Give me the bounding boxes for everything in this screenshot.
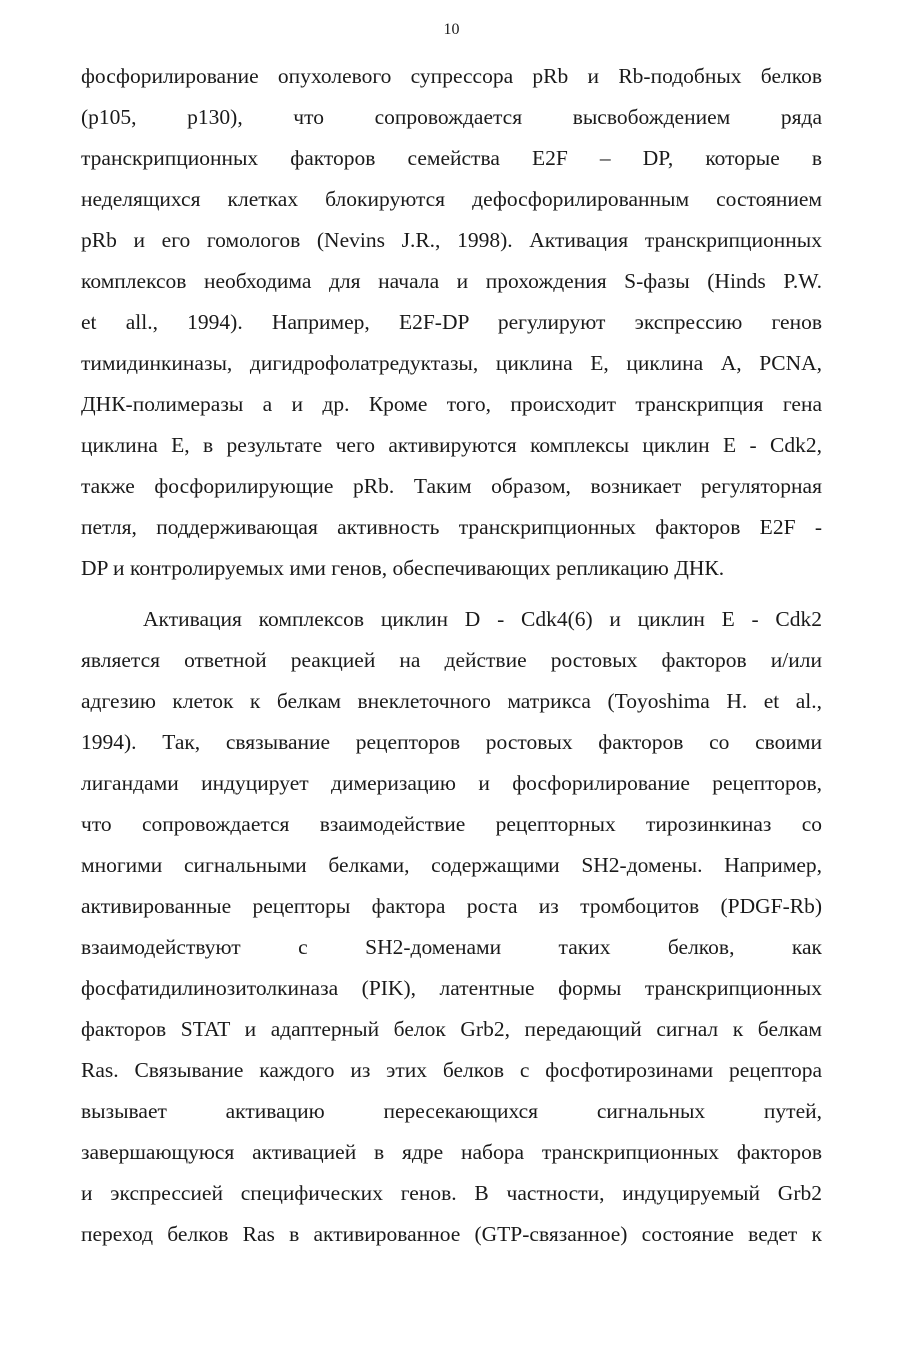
text-line: pRb и его гомологов (Nevins J.R., 1998). Активация транскрипционных (81, 228, 822, 252)
text-line: активированные рецепторы фактора роста из тромбоцитов (PDGF-Rb) (81, 894, 822, 918)
paragraph-2 (81, 599, 822, 1255)
text-line: ДНК-полимеразы a и др. Кроме того, происходит транскрипция гена (81, 392, 822, 416)
text-line: 1994). Так, связывание рецепторов ростовых факторов со своими (81, 730, 822, 754)
text-line: завершающуюся активацией в ядре набора транскрипционных факторов (81, 1140, 822, 1164)
text-line: петля, поддерживающая активность транскрипционных факторов E2F - (81, 515, 822, 539)
text-line: тимидинкиназы, дигидрофолатредуктазы, циклина E, циклина A, PCNA, (81, 351, 822, 375)
text-line: многими сигнальными белками, содержащими SH2-домены. Например, (81, 853, 822, 877)
text-line: является ответной реакцией на действие ростовых факторов и/или (81, 648, 822, 672)
page-number: 10 (443, 21, 460, 38)
text-line: транскрипционных факторов семейства E2F – DP, которые в (81, 146, 822, 170)
text-line: комплексов необходима для начала и прохождения S-фазы (Hinds P.W. (81, 269, 822, 293)
text-line: фосфорилирование опухолевого супрессора pRb и Rb-подобных белков (81, 64, 822, 88)
text-line: и экспрессией специфических генов. В частности, индуцируемый Grb2 (81, 1181, 822, 1205)
text-line: адгезию клеток к белкам внеклеточного матрикса (Toyoshima H. et al., (81, 689, 822, 713)
paragraph-1 (81, 56, 822, 589)
text-line: переход белков Ras в активированное (GTP-связанное) состояние ведет к (81, 1222, 822, 1246)
text-line: циклина E, в результате чего активируются комплексы циклин E - Cdk2, (81, 433, 822, 457)
text-line: et all., 1994). Например, E2F-DP регулируют экспрессию генов (81, 310, 822, 334)
text-line: (p105, p130), что сопровождается высвобождением ряда (81, 105, 822, 129)
text-line: что сопровождается взаимодействие рецепторных тирозинкиназ со (81, 812, 822, 836)
text-line: также фосфорилирующие pRb. Таким образом, возникает регуляторная (81, 474, 822, 498)
body-text (81, 56, 822, 1255)
text-line: Активация комплексов циклин D - Cdk4(6) и циклин E - Cdk2 (143, 607, 822, 631)
text-line: неделящихся клетках блокируются дефосфорилированным состоянием (81, 187, 822, 211)
text-line: вызывает активацию пересекающихся сигнальных путей, (81, 1099, 822, 1123)
text-line: DP и контролируемых ими генов, обеспечивающих репликацию ДНК. (81, 556, 725, 580)
text-line: взаимодействуют с SH2-доменами таких белков, как (81, 935, 822, 959)
text-line: фосфатидилинозитолкиназа (PIK), латентные формы транскрипционных (81, 976, 822, 1000)
text-line: факторов STAT и адаптерный белок Grb2, передающий сигнал к белкам (81, 1017, 822, 1041)
text-line: Ras. Связывание каждого из этих белков с фосфотирозинами рецептора (81, 1058, 822, 1082)
paragraph-spacer (81, 589, 822, 599)
text-line: лигандами индуцирует димеризацию и фосфорилирование рецепторов, (81, 771, 822, 795)
